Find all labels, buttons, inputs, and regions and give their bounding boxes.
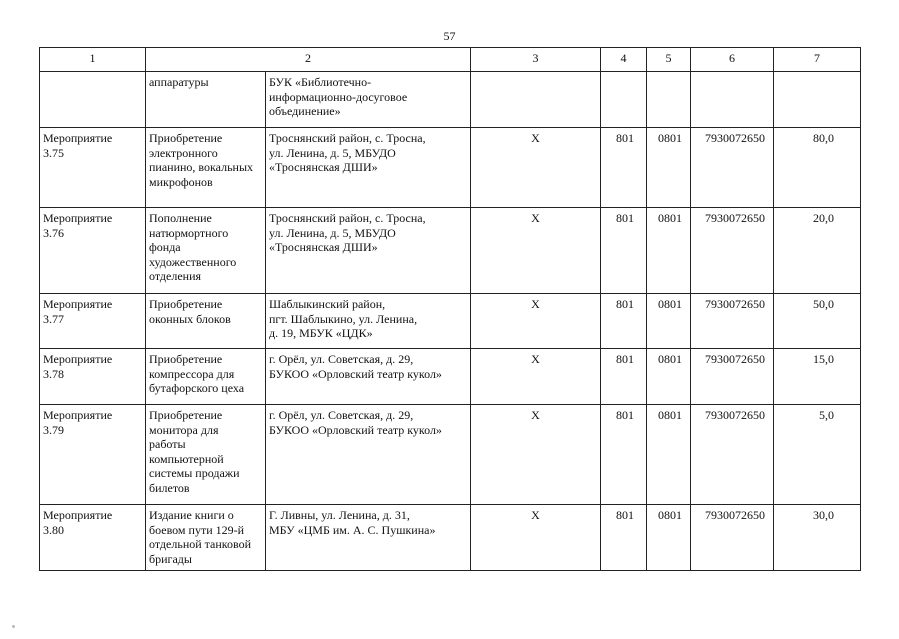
table-row (40, 72, 861, 128)
institution-address-cell: Троснянский район, с. Тросна, ул. Ленина, д. 5, МБУДО «Троснянская ДШИ» (266, 128, 471, 208)
column-header-5: 5 (647, 48, 691, 72)
mark-cell (471, 72, 601, 128)
section-code-cell: 0801 (647, 208, 691, 294)
target-article-cell: 7930072650 (691, 505, 774, 571)
amount-cell: 50,0 (774, 294, 861, 349)
institution-address-cell: Г. Ливны, ул. Ленина, д. 31, МБУ «ЦМБ им. А. С. Пушкина» (266, 505, 471, 571)
event-id-cell: Мероприятие 3.76 (40, 208, 146, 294)
column-header-4: 4 (601, 48, 647, 72)
code-801-cell (601, 72, 647, 128)
event-description-cell: Пополнение натюрмортного фонда художественного отделения (146, 208, 266, 294)
event-id-cell: Мероприятие 3.80 (40, 505, 146, 571)
target-article-cell: 7930072650 (691, 128, 774, 208)
code-801-cell: 801 (601, 405, 647, 505)
institution-address-cell: г. Орёл, ул. Советская, д. 29, БУКОО «Орловский театр кукол» (266, 349, 471, 405)
section-code-cell: 0801 (647, 294, 691, 349)
column-header-1: 1 (40, 48, 146, 72)
mark-cell: Х (471, 294, 601, 349)
event-id-cell: Мероприятие 3.79 (40, 405, 146, 505)
table-row (40, 505, 861, 571)
event-id-cell: Мероприятие 3.77 (40, 294, 146, 349)
amount-cell: 30,0 (774, 505, 861, 571)
mark-cell: Х (471, 349, 601, 405)
mark-cell: Х (471, 208, 601, 294)
amount-cell: 15,0 (774, 349, 861, 405)
mark-cell: Х (471, 505, 601, 571)
table-row (40, 294, 861, 349)
page-number: 57 (443, 29, 456, 43)
mark-cell: Х (471, 128, 601, 208)
column-header-3: 3 (471, 48, 601, 72)
institution-address-cell: г. Орёл, ул. Советская, д. 29, БУКОО «Орловский театр кукол» (266, 405, 471, 505)
event-id-cell: Мероприятие 3.78 (40, 349, 146, 405)
event-id-cell (40, 72, 146, 128)
code-801-cell: 801 (601, 208, 647, 294)
section-code-cell (647, 72, 691, 128)
target-article-cell: 7930072650 (691, 294, 774, 349)
amount-cell: 5,0 (774, 405, 861, 505)
institution-address-cell: Шаблыкинский район, пгт. Шаблыкино, ул. Ленина, д. 19, МБУК «ЦДК» (266, 294, 471, 349)
table-row (40, 349, 861, 405)
event-description-cell: Приобретение компрессора для бутафорского цеха (146, 349, 266, 405)
target-article-cell (691, 72, 774, 128)
amount-cell: 20,0 (774, 208, 861, 294)
amount-cell (774, 72, 861, 128)
institution-address-cell: Троснянский район, с. Тросна, ул. Ленина, д. 5, МБУДО «Троснянская ДШИ» (266, 208, 471, 294)
column-header-7: 7 (774, 48, 861, 72)
scan-speck (12, 625, 15, 628)
target-article-cell: 7930072650 (691, 405, 774, 505)
section-code-cell: 0801 (647, 405, 691, 505)
event-description-cell: Приобретение электронного пианино, вокальных микрофонов (146, 128, 266, 208)
section-code-cell: 0801 (647, 505, 691, 571)
column-header-2: 2 (146, 48, 471, 72)
table-row (40, 208, 861, 294)
code-801-cell: 801 (601, 505, 647, 571)
column-header-6: 6 (691, 48, 774, 72)
institution-address-cell: БУК «Библиотечно- информационно-досуговое объединение» (266, 72, 471, 128)
table-row (40, 405, 861, 505)
section-code-cell: 0801 (647, 128, 691, 208)
event-description-cell: Приобретение монитора для работы компьютерной системы продажи билетов (146, 405, 266, 505)
target-article-cell: 7930072650 (691, 349, 774, 405)
table-row (40, 128, 861, 208)
amount-cell: 80,0 (774, 128, 861, 208)
event-id-cell: Мероприятие 3.75 (40, 128, 146, 208)
event-description-cell: Приобретение оконных блоков (146, 294, 266, 349)
event-description-cell: аппаратуры (146, 72, 266, 128)
section-code-cell: 0801 (647, 349, 691, 405)
event-description-cell: Издание книги о боевом пути 129-й отдельной танковой бригады (146, 505, 266, 571)
mark-cell: Х (471, 405, 601, 505)
code-801-cell: 801 (601, 349, 647, 405)
target-article-cell: 7930072650 (691, 208, 774, 294)
data-table (39, 47, 861, 571)
code-801-cell: 801 (601, 128, 647, 208)
table-header-row (40, 48, 861, 72)
code-801-cell: 801 (601, 294, 647, 349)
